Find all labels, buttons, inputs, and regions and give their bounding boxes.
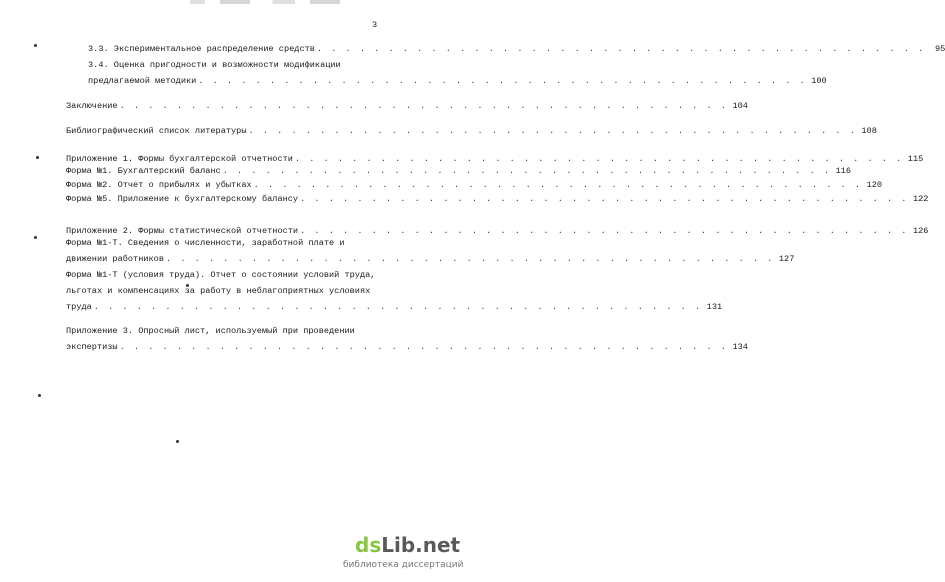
dot-leader: . . . . . . . . . . . . . . . . . . . . . . . . . . . . . . . . . . . . . . . . . . . bbox=[253, 180, 863, 190]
toc-line bbox=[66, 126, 877, 137]
toc-entry-title: Форма №1-Т (условия труда). Отчет о состоянии условий труда, bbox=[66, 270, 376, 280]
toc-entry-title: движении работников bbox=[66, 254, 164, 264]
toc-entry-title: Заключение bbox=[66, 101, 118, 111]
toc-entry-title: Форма №1-Т. Сведения о численности, заработной плате и bbox=[66, 238, 345, 248]
toc-page-number: 120 bbox=[866, 180, 883, 190]
toc-entry-title: Приложение 3. Опросный лист, используемый при проведении bbox=[66, 326, 355, 336]
toc-entry bbox=[66, 226, 929, 237]
toc-page-number: 134 bbox=[732, 342, 748, 352]
toc-entry-title: Приложение 1. Формы бухгалтерской отчетности bbox=[66, 154, 293, 164]
toc-entry-title: Форма №2. Отчет о прибылях и убытках bbox=[66, 180, 252, 190]
watermark-brand-gray: Lib.net bbox=[381, 533, 461, 557]
toc-entry bbox=[66, 166, 852, 177]
toc-entry-title: льготах и компенсациях за работу в неблагоприятных условиях bbox=[66, 286, 371, 296]
dot-leader: . . . . . . . . . . . . . . . . . . . . . . . . . . . . . . . . . . . . . . . . . . . bbox=[119, 342, 728, 352]
toc-entry bbox=[66, 154, 924, 165]
toc-line bbox=[66, 254, 795, 265]
page-number: 3 bbox=[372, 20, 378, 30]
toc-line bbox=[88, 76, 827, 87]
dot-leader: . . . . . . . . . . . . . . . . . . . . . . . . . . . . . . . . . . . . . . . . . . . bbox=[222, 166, 832, 176]
toc-entry bbox=[66, 238, 795, 265]
toc-page-number: 100 bbox=[811, 76, 827, 86]
dot-leader: . . . . . . . . . . . . . . . . . . . . . . . . . . . . . . . . . . . . . . . . . . . bbox=[166, 254, 775, 264]
toc-entry bbox=[66, 270, 723, 313]
toc-page-number: 115 bbox=[907, 154, 924, 164]
toc-entry-title: экспертизы bbox=[66, 342, 118, 352]
dot-leader: . . . . . . . . . . . . . . . . . . . . . . . . . . . . . . . . . . . . . . . . . . . bbox=[300, 226, 909, 236]
toc-page-number: 108 bbox=[861, 126, 877, 136]
toc-entry bbox=[66, 44, 945, 55]
dot-leader: . . . . . . . . . . . . . . . . . . . . . . . . . . . . . . . . . . . . . . . . . . . bbox=[93, 302, 703, 312]
toc-page-number: 116 bbox=[835, 166, 852, 176]
toc-entry-title: Библиографический список литературы bbox=[66, 126, 247, 136]
toc-line bbox=[66, 166, 852, 177]
toc-page-number: 122 bbox=[912, 194, 929, 204]
toc-entry-title: 3.3. Экспериментальное распределение средств bbox=[88, 44, 315, 54]
toc-entry-title: предлагаемой методики bbox=[88, 76, 197, 86]
toc-line bbox=[66, 101, 748, 112]
toc-entry-title: труда bbox=[66, 302, 92, 312]
toc-page-number: 127 bbox=[778, 254, 795, 264]
scan-mark bbox=[38, 394, 41, 397]
dot-leader: . . . . . . . . . . . . . . . . . . . . . . . . . . . . . . . . . . . . . . . . . . . bbox=[316, 44, 926, 54]
scan-mark bbox=[36, 156, 39, 159]
toc-line bbox=[66, 302, 723, 313]
watermark bbox=[343, 533, 464, 578]
toc-entry-title: Форма №5. Приложение к бухгалтерскому балансу bbox=[66, 194, 299, 204]
watermark-tagline: библиотека диссертаций bbox=[343, 560, 464, 570]
scan-artifact bbox=[190, 0, 340, 4]
dot-leader: . . . . . . . . . . . . . . . . . . . . . . . . . . . . . . . . . . . . . . . . . . . bbox=[119, 101, 728, 111]
scan-mark bbox=[176, 440, 179, 443]
dot-leader: . . . . . . . . . . . . . . . . . . . . . . . . . . . . . . . . . . . . . . . . . . . bbox=[300, 194, 909, 204]
toc-entry-title: 3.4. Оценка пригодности и возможности модификации bbox=[88, 60, 341, 70]
toc-entry bbox=[66, 194, 929, 205]
toc-line bbox=[66, 180, 883, 191]
toc-entry-title: Приложение 2. Формы статистической отчетности bbox=[66, 226, 299, 236]
dot-leader: . . . . . . . . . . . . . . . . . . . . . . . . . . . . . . . . . . . . . . . . . . . bbox=[248, 126, 857, 136]
toc-page-number: 95 bbox=[934, 44, 945, 54]
toc-line bbox=[88, 44, 945, 55]
toc-page-number: 131 bbox=[706, 302, 723, 312]
toc-entry-title: Форма №1. Бухгалтерский баланс bbox=[66, 166, 221, 176]
toc-entry bbox=[66, 126, 877, 137]
toc-line bbox=[66, 326, 386, 337]
toc-line bbox=[66, 238, 386, 249]
dot-leader: . . . . . . . . . . . . . . . . . . . . . . . . . . . . . . . . . . . . . . . . . . . bbox=[294, 154, 904, 164]
toc-entry bbox=[66, 180, 883, 191]
dot-leader: . . . . . . . . . . . . . . . . . . . . . . . . . . . . . . . . . . . . . . . . . . . bbox=[198, 76, 807, 86]
toc-page-number: 126 bbox=[912, 226, 929, 236]
toc-entry bbox=[66, 60, 827, 87]
toc-line bbox=[66, 154, 924, 165]
toc-line bbox=[66, 194, 929, 205]
scan-mark bbox=[34, 44, 37, 47]
toc-line bbox=[66, 226, 929, 237]
toc-entry bbox=[66, 101, 748, 112]
toc-line bbox=[88, 60, 386, 71]
toc-entry bbox=[66, 326, 748, 353]
toc-line bbox=[66, 342, 748, 353]
watermark-brand-green: ds bbox=[355, 533, 382, 557]
toc-line bbox=[66, 270, 386, 281]
toc-page-number: 104 bbox=[732, 101, 748, 111]
scan-mark bbox=[34, 236, 37, 239]
watermark-logo bbox=[355, 534, 460, 556]
toc-line bbox=[66, 286, 386, 297]
